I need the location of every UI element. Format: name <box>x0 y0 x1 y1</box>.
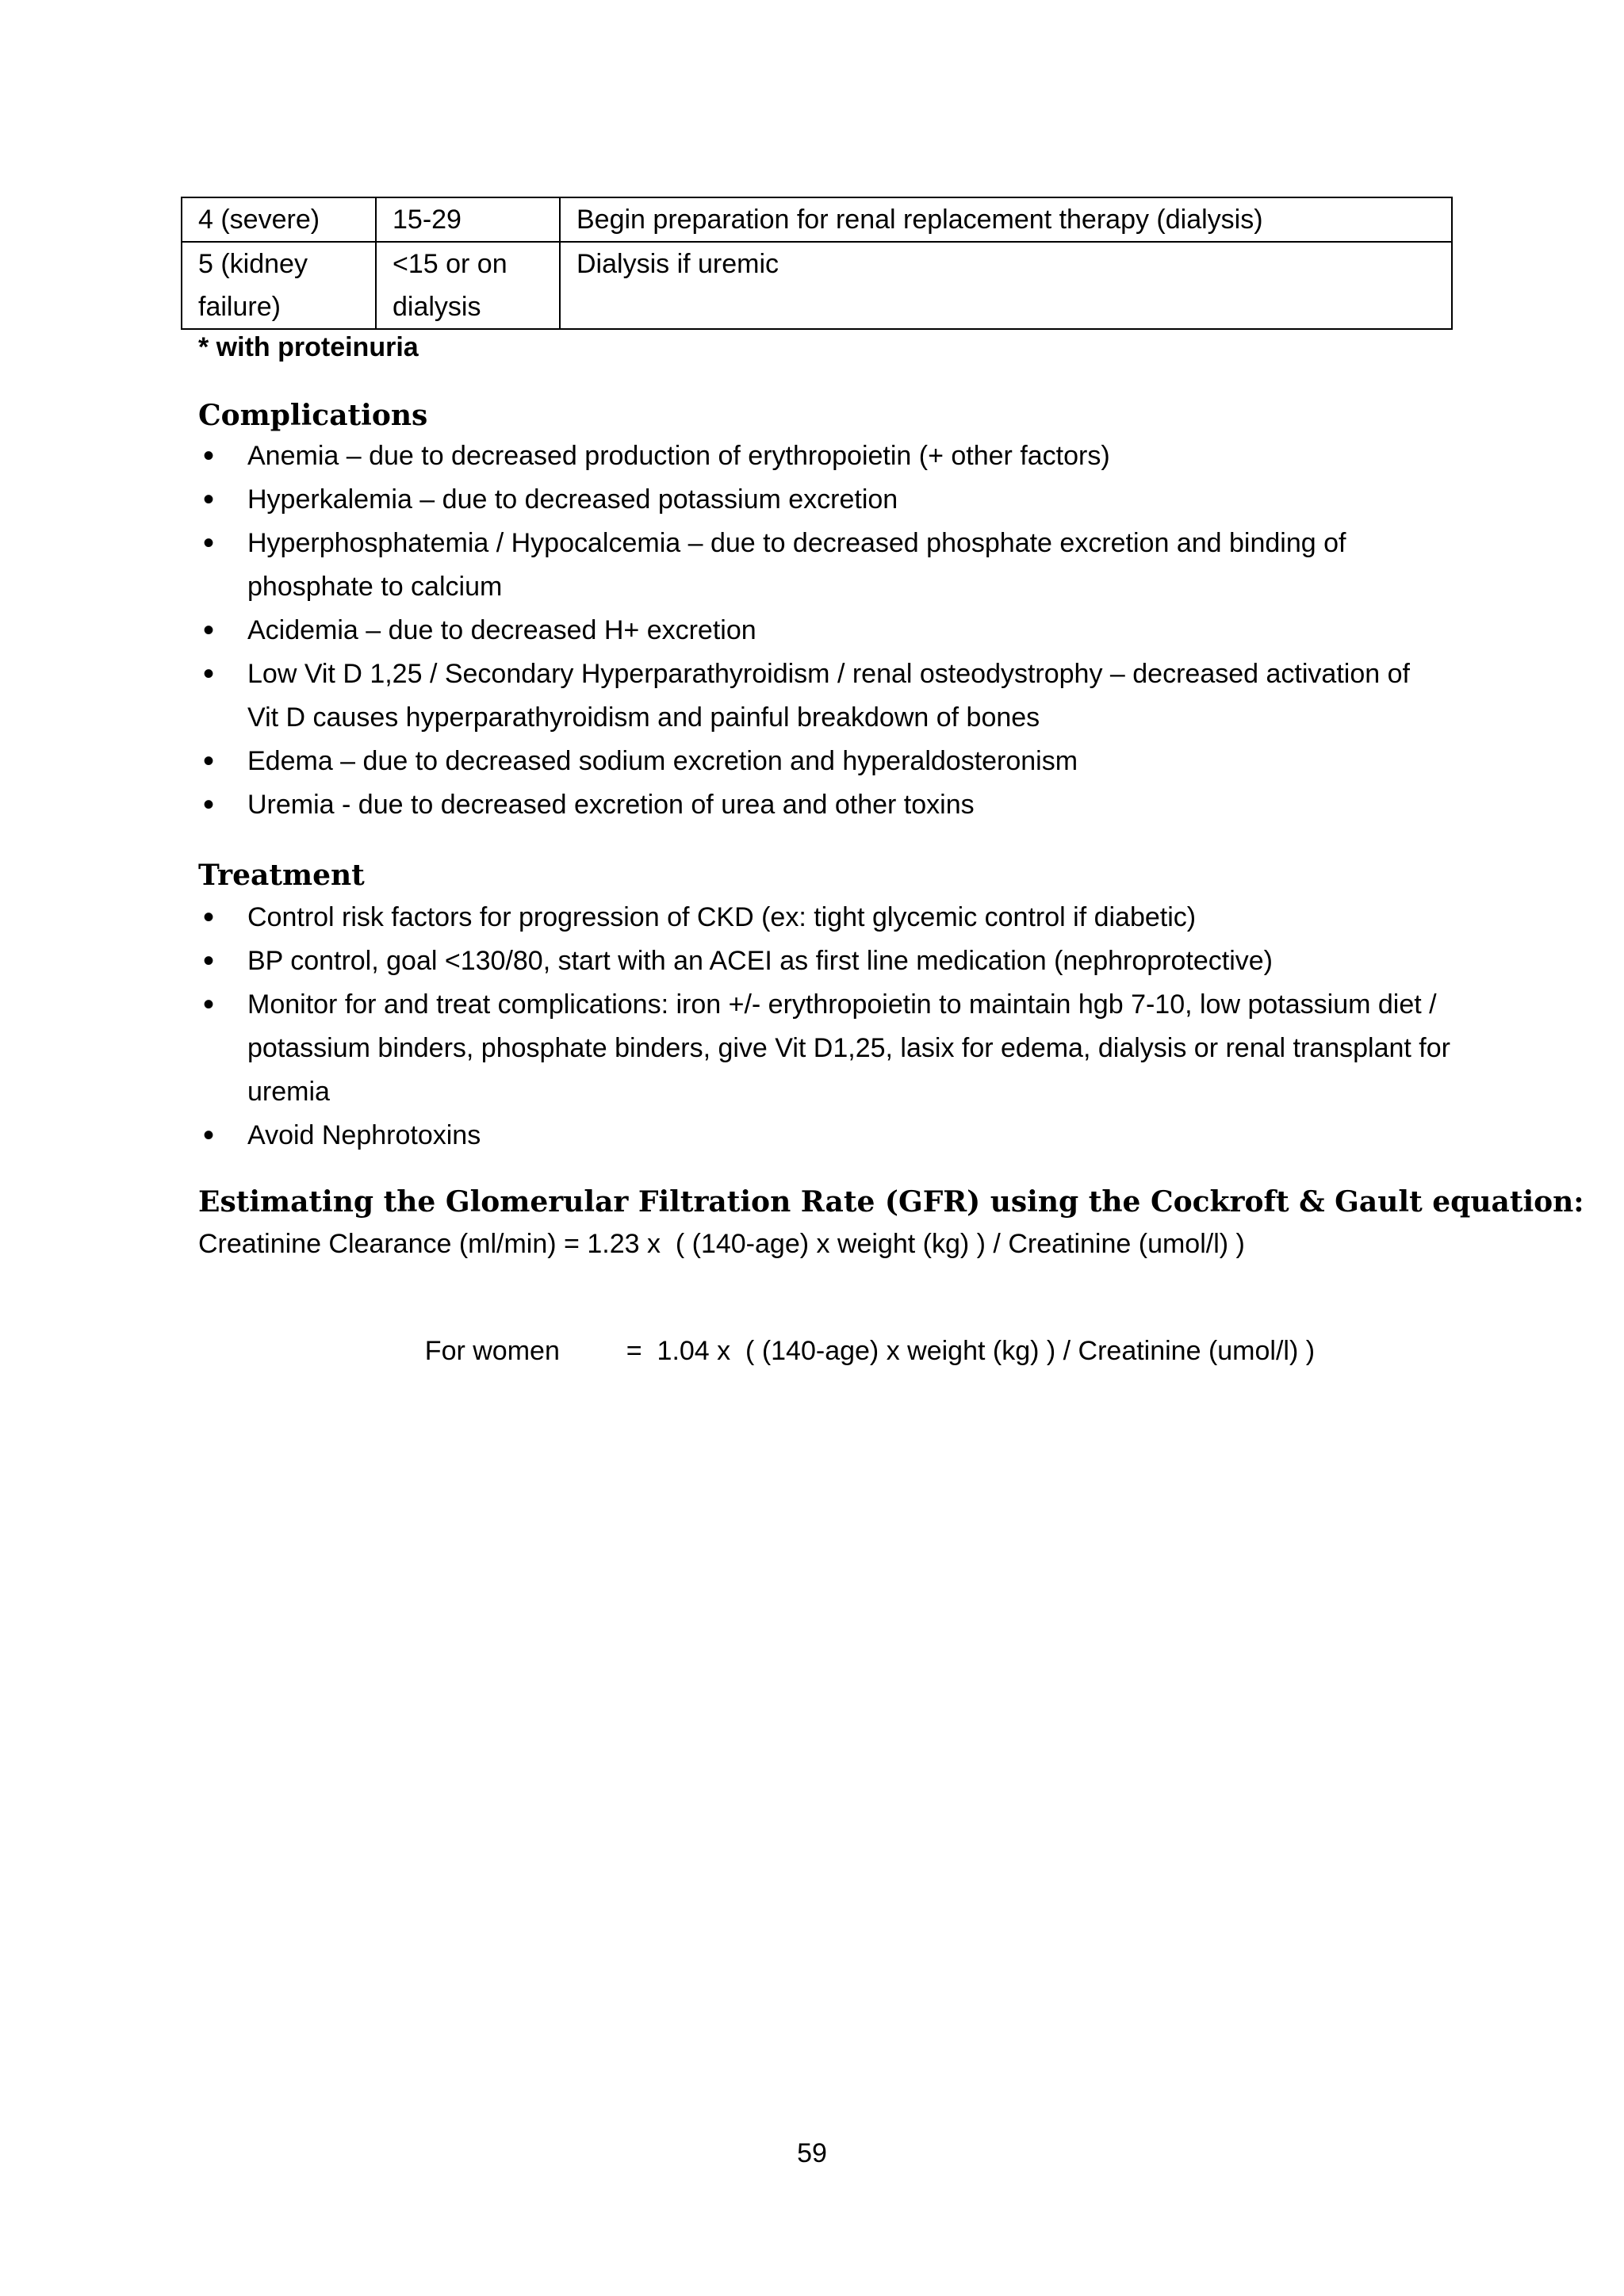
table-row <box>182 197 1452 242</box>
table-row <box>182 242 1452 329</box>
table-footnote: * with proteinuria <box>198 332 419 362</box>
list-item: • Uremia - due to decreased excretion of urea and other toxins <box>198 783 1467 827</box>
treatment-heading: Treatment <box>198 859 365 892</box>
list-item: • Avoid Nephrotoxins <box>198 1114 1467 1158</box>
women-formula-line <box>395 1294 1315 1408</box>
list-item: • Control risk factors for progression of CKD (ex: tight glycemic control if diabetic) <box>198 896 1467 939</box>
women-formula: = 1.04 x ( (140-age) x weight (kg) ) / Creatinine (umol/l) ) <box>626 1336 1316 1366</box>
table-cell-gfr: 15-29 <box>376 197 560 242</box>
page-number: 59 <box>797 2138 827 2168</box>
list-item: • Edema – due to decreased sodium excretion and hyperaldosteronism <box>198 740 1467 783</box>
table-cell-action: Dialysis if uremic <box>560 242 1452 329</box>
table-cell-stage: 5 (kidney failure) <box>182 242 376 329</box>
list-item: • Monitor for and treat complications: iron +/- erythropoietin to maintain hgb 7-10, low potassium diet / potassium binders, phosphate binders, give Vit D1,25, lasix for edema, dialysis or renal transplant for uremia <box>198 983 1467 1114</box>
creatinine-clearance-formula: Creatinine Clearance (ml/min) = 1.23 x ( (140-age) x weight (kg) ) / Creatinine (umol/l) ) <box>198 1229 1245 1259</box>
list-item: • Low Vit D 1,25 / Secondary Hyperparathyroidism / renal osteodystrophy – decreased activation of Vit D causes hyperparathyroidism and painful breakdown of bones <box>198 652 1467 740</box>
table-cell-stage: 4 (severe) <box>182 197 376 242</box>
table-cell-action: Begin preparation for renal replacement therapy (dialysis) <box>560 197 1452 242</box>
gfr-heading: Estimating the Glomerular Filtration Rate (GFR) using the Cockroft & Gault equation: <box>198 1185 1584 1219</box>
ckd-stage-table <box>181 197 1453 330</box>
women-label: For women <box>424 1336 560 1366</box>
list-item: • Hyperkalemia – due to decreased potassium excretion <box>198 478 1467 522</box>
list-item: • Hyperphosphatemia / Hypocalcemia – due to decreased phosphate excretion and binding of phosphate to calcium <box>198 522 1467 609</box>
list-item: • Anemia – due to decreased production of erythropoietin (+ other factors) <box>198 434 1467 478</box>
treatment-list <box>198 896 1467 1158</box>
list-item: • BP control, goal <130/80, start with an ACEI as first line medication (nephroprotective) <box>198 939 1467 983</box>
list-item: • Acidemia – due to decreased H+ excretion <box>198 609 1467 652</box>
table-cell-gfr: <15 or on dialysis <box>376 242 560 329</box>
complications-heading: Complications <box>198 399 428 432</box>
complications-list <box>198 434 1467 827</box>
